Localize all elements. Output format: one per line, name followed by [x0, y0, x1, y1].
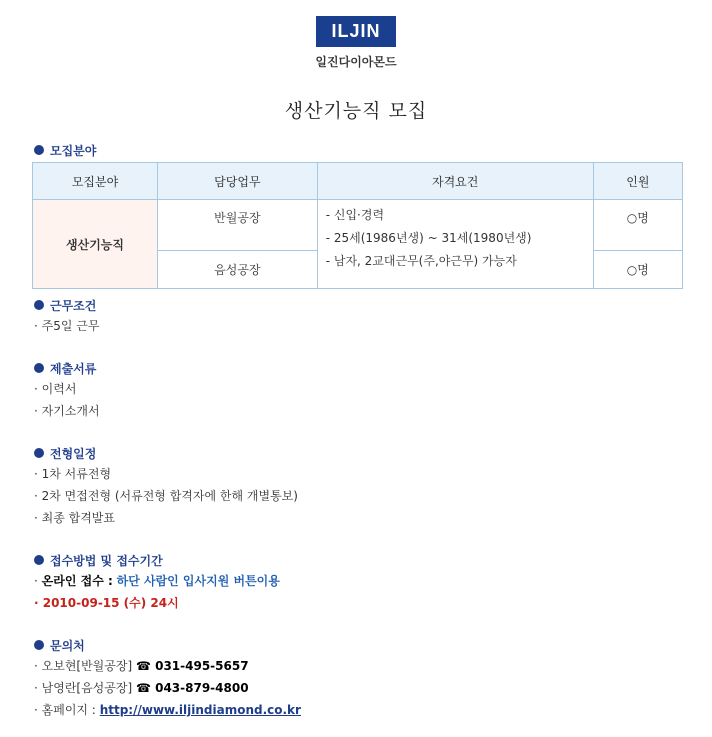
bullet: ·	[34, 574, 38, 588]
section-field	[34, 142, 96, 158]
field-cell: 생산기능직	[33, 200, 158, 289]
section-heading: 모집분야	[50, 143, 97, 158]
homepage-label: · 홈페이지 :	[34, 703, 96, 717]
bullet-dot-icon	[34, 145, 44, 155]
recruit-table	[32, 162, 683, 289]
company-logo	[0, 16, 712, 70]
section-heading: 근무조건	[50, 298, 97, 313]
list-item: · 주5일 근무	[34, 319, 100, 333]
table-row	[33, 200, 683, 251]
apply-deadline: · 2010-09-15 (수) 24시	[34, 596, 179, 610]
count-cell: ○명	[593, 251, 682, 289]
bullet-dot-icon	[34, 300, 44, 310]
contact-label: · 오보현[반월공장]	[34, 659, 133, 673]
section-heading: 제출서류	[50, 361, 97, 376]
list-item: · 자기소개서	[34, 404, 100, 418]
section-contact	[34, 637, 301, 721]
section-schedule	[34, 445, 298, 529]
header-cell: 담당업무	[158, 163, 318, 200]
requirements-cell	[317, 200, 593, 289]
count-cell: ○명	[593, 200, 682, 251]
list-item: · 1차 서류전형	[34, 467, 112, 481]
section-work	[34, 297, 99, 337]
apply-method	[34, 570, 280, 592]
section-heading: 전형일정	[50, 446, 97, 461]
logo-subtitle: 일진다이아몬드	[315, 55, 397, 69]
header-cell: 모집분야	[33, 163, 158, 200]
header-cell: 자격요건	[317, 163, 593, 200]
contact-phone: ☎ 043-879-4800	[135, 681, 249, 695]
section-heading: 접수방법 및 접수기간	[50, 553, 163, 568]
list-item: · 최종 합격발표	[34, 511, 115, 525]
bullet-dot-icon	[34, 555, 44, 565]
bullet-dot-icon	[34, 448, 44, 458]
page-title: 생산기능직 모집	[284, 100, 428, 122]
section-heading: 문의처	[50, 638, 85, 653]
logo-mark: ILJIN	[316, 16, 396, 47]
requirement-item: - 남자, 2교대근무(주,야근무) 가능자	[325, 254, 517, 268]
section-docs	[34, 360, 100, 422]
requirement-item: - 신입·경력	[325, 208, 385, 222]
apply-method-label: 온라인 접수 :	[41, 574, 113, 588]
homepage-line	[34, 699, 301, 721]
bullet-dot-icon	[34, 363, 44, 373]
contact-item	[34, 677, 301, 699]
contact-label: · 남영란[음성공장]	[34, 681, 133, 695]
header-cell: 인원	[593, 163, 682, 200]
homepage-link[interactable]: http://www.iljindiamond.co.kr	[99, 703, 301, 717]
list-item: · 이력서	[34, 382, 77, 396]
bullet-dot-icon	[34, 640, 44, 650]
table-header-row	[33, 163, 683, 200]
contact-item	[34, 655, 301, 677]
duty-cell: 음성공장	[158, 251, 318, 289]
apply-method-value: 하단 사람인 입사지원 버튼이용	[116, 574, 280, 588]
contact-phone: ☎ 031-495-5657	[135, 659, 249, 673]
list-item: · 2차 면접전형 (서류전형 합격자에 한해 개별통보)	[34, 489, 298, 503]
duty-cell: 반월공장	[158, 200, 318, 251]
section-apply	[34, 552, 280, 614]
requirement-item: - 25세(1986년생) ~ 31세(1980년생)	[325, 231, 532, 245]
